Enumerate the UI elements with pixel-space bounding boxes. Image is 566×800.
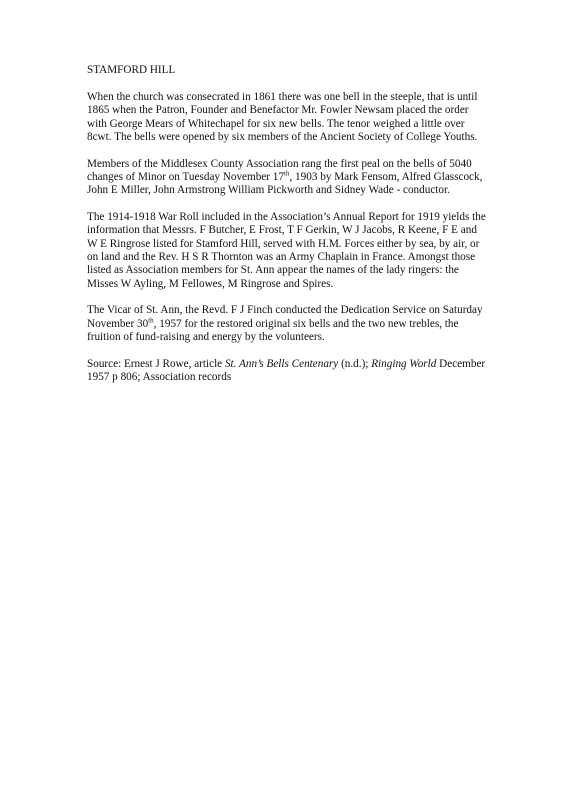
- paragraph-first-peal: [87, 158, 487, 198]
- paragraph-war-roll: The 1914-1918 War Roll included in the Association’s Annual Report for 1919 yields the information that Messrs. F Butcher, E Frost, T F Gerkin, W J Jacobs, R Keene, F E and W E Ringrose listed for Stamford Hill, served with H.M. Forces either by sea, by air, or on land and the Rev. H S R Thornton was an Army Chaplain in France. Amongst those listed as Association members for St. Ann appear the names of the lady ringers: the Misses W Ayling, M Fellowes, M Ringrose and Spires.: [87, 210, 486, 290]
- paragraph-dedication: [87, 304, 487, 344]
- source-article-title: St. Ann’s Bells Centenary: [224, 357, 339, 370]
- document-title: STAMFORD HILL: [87, 64, 176, 76]
- paragraph-first-peal-text-a: Members of the Middlesex County Association rang the first peal on the bells of 5040 changes of Minor on Tuesday November 17: [87, 157, 472, 184]
- paragraph-dedication-text-b: , 1957 for the restored original six bells and the two new trebles, the fruition of fund-raising and energy by the volunteers.: [87, 317, 459, 344]
- ordinal-suffix: th: [284, 169, 290, 178]
- ordinal-suffix: th: [148, 315, 154, 324]
- paragraph-source: [87, 358, 487, 385]
- paragraph-first-peal-text-b: , 1903 by Mark Fensom, Alfred Glasscock, John E Miller, John Armstrong William Pickworth and Sidney Wade - conductor.: [87, 171, 483, 197]
- source-text-a: Source: Ernest J Rowe, article: [87, 357, 225, 370]
- document-page: [87, 64, 487, 397]
- source-publication-title: Ringing World: [371, 357, 437, 370]
- source-text-b: (n.d.);: [338, 357, 372, 370]
- paragraph-bells-history: When the church was consecrated in 1861 there was one bell in the steeple, that is until 1865 when the Patron, Founder and Benefactor Mr. Fowler Newsam placed the order with George Mears of Whitechapel for six new bells. The tenor weighed a little over 8cwt. The bells were opened by six members of the Ancient Society of College Youths.: [87, 91, 478, 144]
- source-text-c: December 1957 p 806; Association records: [87, 357, 486, 383]
- paragraph-dedication-text-a: The Vicar of St. Ann, the Revd. F J Finch conducted the Dedication Service on Saturday November 30: [87, 304, 483, 330]
